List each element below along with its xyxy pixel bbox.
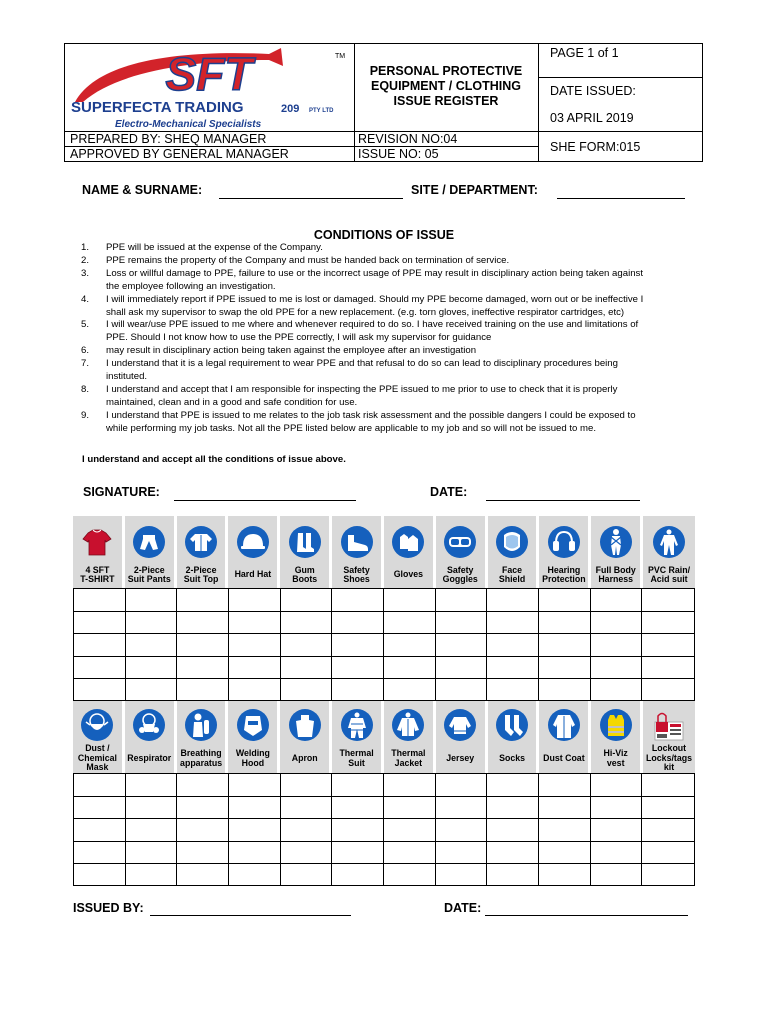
issue-cell[interactable] <box>332 589 384 611</box>
issue-cell[interactable] <box>487 657 539 678</box>
issue-cell[interactable] <box>229 819 281 840</box>
issue-row <box>74 774 694 796</box>
logo-tagline: Electro-Mechanical Specialists <box>115 119 262 130</box>
issue-cell[interactable] <box>332 842 384 863</box>
header-table <box>64 43 703 162</box>
issue-cell[interactable] <box>281 774 333 796</box>
issue-cell[interactable] <box>591 774 643 796</box>
issue-cell[interactable] <box>436 797 488 818</box>
tshirt-icon <box>80 525 114 559</box>
ppe-label: Hearing Protection <box>542 564 586 584</box>
issue-cell[interactable] <box>436 657 488 678</box>
issue-cell[interactable] <box>177 612 229 633</box>
issue-cell[interactable] <box>177 864 229 885</box>
ppe-header-cell <box>384 701 436 773</box>
issue-row <box>74 678 694 700</box>
ppe-label: Full Body Harness <box>595 564 636 584</box>
issue-cell[interactable] <box>384 612 436 633</box>
ppe-header-cell <box>591 701 643 773</box>
condition-text: instituted. <box>106 371 148 383</box>
issue-cell[interactable] <box>281 657 333 678</box>
issue-date-label: DATE: <box>444 901 482 915</box>
dust-mask-icon <box>80 708 114 742</box>
ppe-header-cell <box>436 516 488 588</box>
ppe-header-row-1 <box>73 516 695 588</box>
ppe-header-cell <box>228 701 280 773</box>
issue-cell[interactable] <box>591 657 643 678</box>
ppe-label: Hard Hat <box>234 569 272 580</box>
ppe-label: Dust Coat <box>543 752 585 763</box>
ppe-label: Hi-Viz vest <box>603 748 628 768</box>
issue-cell[interactable] <box>384 842 436 863</box>
issue-row <box>74 863 694 885</box>
issue-cell[interactable] <box>384 679 436 700</box>
ppe-header-cell <box>73 701 125 773</box>
gum-boots-icon <box>288 525 322 559</box>
date-label: DATE: <box>430 485 468 499</box>
issue-cell[interactable] <box>487 842 539 863</box>
issue-cell[interactable] <box>74 842 126 863</box>
issue-cell[interactable] <box>177 797 229 818</box>
welding-hood-icon <box>236 708 270 742</box>
issue-cell[interactable] <box>384 864 436 885</box>
issue-number: ISSUE NO: 05 <box>358 147 439 161</box>
issue-cell[interactable] <box>487 864 539 885</box>
issue-cell[interactable] <box>281 842 333 863</box>
issue-cell[interactable] <box>229 864 281 885</box>
issue-cell[interactable] <box>281 864 333 885</box>
issue-cell[interactable] <box>642 634 694 655</box>
issue-cell[interactable] <box>126 864 178 885</box>
ppe-header-cell <box>280 701 332 773</box>
ppe-label: Lockout Locks/tags kit <box>646 743 692 773</box>
ppe-header-cell <box>539 701 591 773</box>
logo-company: SUPERFECTA TRADING <box>71 99 244 116</box>
issue-cell[interactable] <box>539 679 591 700</box>
issue-cell[interactable] <box>436 634 488 655</box>
issue-cell[interactable] <box>591 612 643 633</box>
issue-cell[interactable] <box>642 657 694 678</box>
issue-cell[interactable] <box>332 657 384 678</box>
apron-icon <box>288 708 322 742</box>
condition-text: I will immediately report if PPE issued to me is lost or damaged. Should my PPE become damaged, worn out or be ineffective I <box>106 293 644 305</box>
ppe-label: PVC Rain/ Acid suit <box>648 564 691 584</box>
condition-item <box>81 345 687 358</box>
condition-text: Loss or willful damage to PPE, failure to use or the incorrect usage of PPE may result in disciplinary action being taken against <box>106 267 643 279</box>
revision-number: REVISION NO:04 <box>358 132 458 146</box>
condition-number: 9. <box>81 409 90 421</box>
respirator-icon <box>132 708 166 742</box>
issue-cell[interactable] <box>539 819 591 840</box>
signature-field[interactable] <box>174 500 356 501</box>
site-department-label: SITE / DEPARTMENT: <box>411 183 538 197</box>
issue-cell[interactable] <box>436 864 488 885</box>
condition-text: may result in disciplinary action being taken against the employee after an investigation <box>106 345 477 357</box>
ppe-header-cell <box>73 516 125 588</box>
condition-number: 3. <box>81 267 90 279</box>
issue-cell[interactable] <box>539 657 591 678</box>
ppe-header-cell <box>280 516 332 588</box>
conditions-title: CONDITIONS OF ISSUE <box>313 228 455 242</box>
rain-suit-icon <box>652 525 686 559</box>
issue-cell[interactable] <box>74 612 126 633</box>
ppe-issue-grid-2 <box>73 773 695 886</box>
issue-row <box>74 656 694 678</box>
ppe-table-1 <box>73 516 695 701</box>
face-shield-icon <box>495 525 529 559</box>
ppe-label: Thermal Suit <box>339 748 374 768</box>
issue-cell[interactable] <box>74 679 126 700</box>
safety-goggles-icon <box>443 525 477 559</box>
issue-cell[interactable] <box>487 797 539 818</box>
issue-cell[interactable] <box>332 797 384 818</box>
condition-text: maintained, clean and in a good and safe condition for use. <box>106 396 358 408</box>
ppe-header-cell <box>177 701 229 773</box>
ppe-label: 2-Piece Suit Top <box>183 564 219 584</box>
condition-item <box>81 294 687 320</box>
issue-cell[interactable] <box>591 819 643 840</box>
socks-icon <box>495 708 529 742</box>
issue-cell[interactable] <box>436 612 488 633</box>
issue-cell[interactable] <box>126 589 178 611</box>
lockout-kit-icon <box>652 708 686 742</box>
ppe-header-cell <box>384 516 436 588</box>
gloves-icon <box>391 525 425 559</box>
issue-row <box>74 589 694 611</box>
issue-cell[interactable] <box>281 634 333 655</box>
condition-text: I understand that PPE is issued to me relates to the job task risk assessment and the possible dangers I could be exposed to <box>106 409 636 421</box>
thermal-suit-icon <box>340 708 374 742</box>
ppe-label: Thermal Jacket <box>391 748 426 768</box>
condition-text: PPE remains the property of the Company and must be handed back on termination of service. <box>106 254 510 266</box>
ppe-header-cell <box>488 516 540 588</box>
issue-cell[interactable] <box>281 612 333 633</box>
condition-text: while performing my job tasks. Not all the PPE listed below are applicable to my job and so will not be issued to me. <box>106 422 597 434</box>
issue-row <box>74 611 694 633</box>
issue-cell[interactable] <box>74 657 126 678</box>
issue-cell[interactable] <box>74 774 126 796</box>
condition-text: PPE. Should I not know how to use the PPE correctly, I will ask my supervisor for guidance <box>106 332 492 344</box>
site-department-field[interactable] <box>557 198 685 199</box>
dust-coat-icon <box>547 708 581 742</box>
issue-cell[interactable] <box>332 819 384 840</box>
issue-cell[interactable] <box>229 842 281 863</box>
issue-cell[interactable] <box>177 679 229 700</box>
she-form-number: SHE FORM:015 <box>550 140 641 154</box>
issue-cell[interactable] <box>126 679 178 700</box>
ppe-table-2 <box>73 701 695 886</box>
ppe-label: Safety Goggles <box>442 564 478 584</box>
logo-letters: SFT <box>165 48 253 100</box>
jersey-icon <box>443 708 477 742</box>
issue-cell[interactable] <box>539 612 591 633</box>
issue-cell[interactable] <box>126 612 178 633</box>
ppe-label: Face Shield <box>498 564 526 584</box>
condition-item <box>81 410 687 436</box>
issue-cell[interactable] <box>74 797 126 818</box>
ppe-header-cell <box>591 516 643 588</box>
ppe-header-cell <box>228 516 280 588</box>
logo-tm: TM <box>335 53 346 60</box>
condition-text: shall ask my supervisor to swap the old PPE for a new replacement. (e.g. torn gloves, ineffective respirator cartridges, etc) <box>106 306 625 318</box>
prepared-by: PREPARED BY: SHEQ MANAGER <box>70 132 267 146</box>
issue-cell[interactable] <box>177 657 229 678</box>
issue-cell[interactable] <box>642 774 694 796</box>
date-issued-label: DATE ISSUED: <box>550 84 636 98</box>
issue-cell[interactable] <box>332 774 384 796</box>
accept-statement: I understand and accept all the conditions of issue above. <box>82 454 346 465</box>
issue-cell[interactable] <box>539 797 591 818</box>
issue-cell[interactable] <box>281 589 333 611</box>
issue-cell[interactable] <box>384 634 436 655</box>
issue-cell[interactable] <box>539 842 591 863</box>
issue-cell[interactable] <box>229 774 281 796</box>
date-issued-value: 03 APRIL 2019 <box>550 111 634 125</box>
issue-cell[interactable] <box>126 657 178 678</box>
issue-cell[interactable] <box>591 589 643 611</box>
issued-by-label: ISSUED BY: <box>73 901 144 915</box>
suit-pants-icon <box>132 525 166 559</box>
ppe-header-cell <box>332 701 384 773</box>
condition-item <box>81 255 687 268</box>
issue-cell[interactable] <box>642 797 694 818</box>
issue-cell[interactable] <box>642 612 694 633</box>
issue-cell[interactable] <box>177 774 229 796</box>
page-number: PAGE 1 of 1 <box>550 46 619 60</box>
issue-cell[interactable] <box>126 774 178 796</box>
ppe-header-row-2 <box>73 701 695 773</box>
issue-cell[interactable] <box>332 612 384 633</box>
hi-viz-vest-icon <box>599 708 633 742</box>
condition-text: the employee following an investigation. <box>106 280 276 292</box>
issue-cell[interactable] <box>74 589 126 611</box>
condition-item <box>81 242 687 255</box>
condition-number: 8. <box>81 383 90 395</box>
issue-cell[interactable] <box>229 679 281 700</box>
issue-row <box>74 796 694 818</box>
condition-text: I understand that it is a legal requirement to wear PPE and that refusal to do so can lead to disciplinary procedures being <box>106 358 618 370</box>
condition-number: 1. <box>81 242 90 253</box>
ppe-label: Gum Boots <box>292 564 318 584</box>
issue-cell[interactable] <box>229 797 281 818</box>
ppe-header-cell <box>125 516 177 588</box>
issue-cell[interactable] <box>539 864 591 885</box>
issue-cell[interactable] <box>332 679 384 700</box>
issue-cell[interactable] <box>642 589 694 611</box>
issue-cell[interactable] <box>281 797 333 818</box>
issue-cell[interactable] <box>332 864 384 885</box>
name-surname-label: NAME & SURNAME: <box>82 183 203 197</box>
issue-cell[interactable] <box>74 819 126 840</box>
issue-cell[interactable] <box>229 589 281 611</box>
date-field[interactable] <box>486 500 640 501</box>
issue-cell[interactable] <box>539 774 591 796</box>
ppe-label: Safety Shoes <box>343 564 370 584</box>
issue-cell[interactable] <box>436 589 488 611</box>
issue-cell[interactable] <box>229 657 281 678</box>
logo-company-number: 209 <box>281 103 300 115</box>
issue-cell[interactable] <box>642 864 694 885</box>
ppe-header-cell <box>332 516 384 588</box>
issue-cell[interactable] <box>436 819 488 840</box>
signature-label: SIGNATURE: <box>83 485 160 499</box>
safety-shoes-icon <box>340 525 374 559</box>
ppe-label: 2-Piece Suit Pants <box>127 564 171 584</box>
issue-cell[interactable] <box>591 634 643 655</box>
condition-number: 5. <box>81 319 90 331</box>
condition-item <box>81 384 687 410</box>
condition-item <box>81 358 687 384</box>
company-logo <box>69 46 351 130</box>
harness-icon <box>599 525 633 559</box>
ppe-label: Welding Hood <box>235 748 270 768</box>
condition-number: 6. <box>81 345 90 357</box>
ppe-issue-grid-1 <box>73 588 695 701</box>
issue-cell[interactable] <box>229 612 281 633</box>
issue-cell[interactable] <box>126 797 178 818</box>
thermal-jacket-icon <box>391 708 425 742</box>
issue-cell[interactable] <box>177 819 229 840</box>
condition-number: 7. <box>81 358 90 370</box>
ppe-label: Gloves <box>393 569 424 580</box>
issue-cell[interactable] <box>487 634 539 655</box>
issue-cell[interactable] <box>487 774 539 796</box>
ppe-header-cell <box>125 701 177 773</box>
approved-by: APPROVED BY GENERAL MANAGER <box>70 147 289 161</box>
issue-row <box>74 633 694 655</box>
issue-cell[interactable] <box>177 842 229 863</box>
ppe-label: Breathing apparatus <box>180 748 223 768</box>
issue-cell[interactable] <box>591 679 643 700</box>
issue-cell[interactable] <box>642 819 694 840</box>
ppe-header-cell <box>488 701 540 773</box>
issue-cell[interactable] <box>177 589 229 611</box>
conditions-list <box>81 242 687 436</box>
hearing-protection-icon <box>547 525 581 559</box>
ppe-label: Jersey <box>446 752 475 763</box>
condition-text: I understand and accept that I am responsible for inspecting the PPE issued to me prior to use to check that it is properly <box>106 383 618 395</box>
ppe-header-cell <box>643 516 695 588</box>
ppe-header-cell <box>643 701 695 773</box>
issue-cell[interactable] <box>487 819 539 840</box>
condition-text: PPE will be issued at the expense of the Company. <box>106 242 323 253</box>
issue-cell[interactable] <box>126 842 178 863</box>
issue-row <box>74 841 694 863</box>
issue-cell[interactable] <box>487 589 539 611</box>
issue-cell[interactable] <box>487 612 539 633</box>
issue-date-field[interactable] <box>485 915 688 916</box>
issue-cell[interactable] <box>229 634 281 655</box>
condition-item <box>81 319 687 345</box>
hard-hat-icon <box>236 525 270 559</box>
issue-cell[interactable] <box>436 774 488 796</box>
issue-cell[interactable] <box>642 842 694 863</box>
issue-cell[interactable] <box>539 589 591 611</box>
ppe-label: Apron <box>291 752 318 763</box>
issue-cell[interactable] <box>384 657 436 678</box>
issue-cell[interactable] <box>642 679 694 700</box>
issue-cell[interactable] <box>384 774 436 796</box>
condition-number: 2. <box>81 254 90 266</box>
issue-cell[interactable] <box>487 679 539 700</box>
issue-cell[interactable] <box>436 679 488 700</box>
ppe-label: Socks <box>499 752 525 763</box>
ppe-header-cell <box>539 516 591 588</box>
issue-cell[interactable] <box>591 842 643 863</box>
issue-cell[interactable] <box>384 819 436 840</box>
issue-cell[interactable] <box>281 819 333 840</box>
issue-cell[interactable] <box>591 797 643 818</box>
issue-cell[interactable] <box>384 589 436 611</box>
issue-cell[interactable] <box>384 797 436 818</box>
issue-cell[interactable] <box>332 634 384 655</box>
issue-cell[interactable] <box>74 864 126 885</box>
condition-item <box>81 268 687 294</box>
issued-by-field[interactable] <box>150 915 351 916</box>
condition-number: 4. <box>81 293 90 305</box>
ppe-label: Respirator <box>127 752 172 763</box>
issue-cell[interactable] <box>539 634 591 655</box>
breathing-apparatus-icon <box>184 708 218 742</box>
issue-cell[interactable] <box>177 634 229 655</box>
ppe-header-cell <box>177 516 229 588</box>
issue-cell[interactable] <box>591 864 643 885</box>
condition-text: I will wear/use PPE issued to me where and whenever required to do so. I have received training on the use and limitations of <box>106 319 639 331</box>
suit-top-icon <box>184 525 218 559</box>
issue-cell[interactable] <box>126 634 178 655</box>
ppe-label: Dust / Chemical Mask <box>77 743 117 773</box>
issue-cell[interactable] <box>126 819 178 840</box>
document-title: PERSONAL PROTECTIVE EQUIPMENT / CLOTHING ISSUE REGISTER <box>369 64 523 108</box>
name-surname-field[interactable] <box>219 198 403 199</box>
issue-cell[interactable] <box>74 634 126 655</box>
issue-cell[interactable] <box>436 842 488 863</box>
issue-cell[interactable] <box>281 679 333 700</box>
issue-row <box>74 818 694 840</box>
logo-company-suffix: PTY LTD <box>309 108 334 114</box>
ppe-header-cell <box>436 701 488 773</box>
ppe-label: 4 SFT T-SHIRT <box>80 564 115 584</box>
